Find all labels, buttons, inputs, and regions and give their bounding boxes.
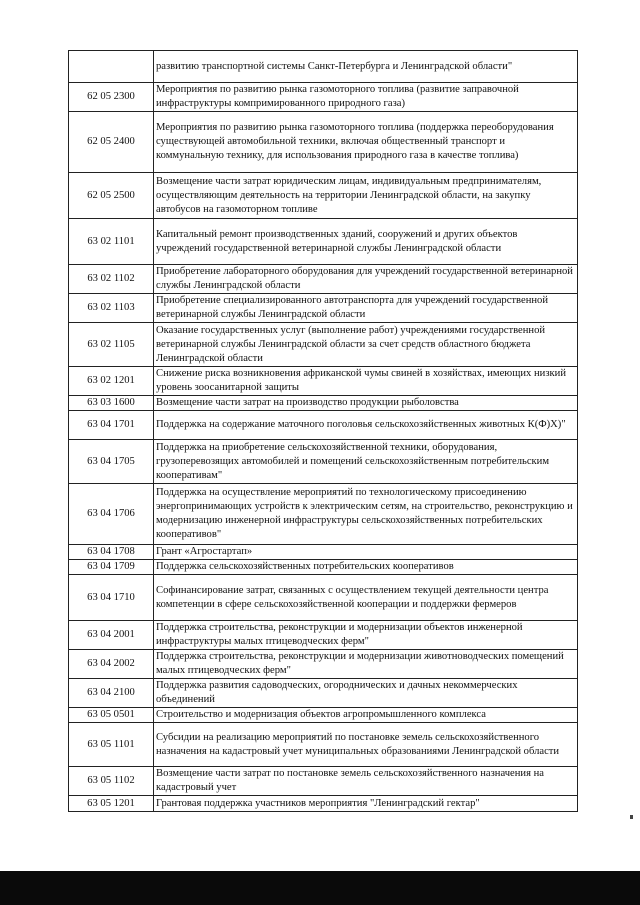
description-cell: Поддержка строительства, реконструкции и модернизации животноводческих помещений малых птицеводческих ферм" (154, 650, 578, 679)
table-row (69, 323, 578, 367)
code-cell: 63 05 1101 (69, 723, 154, 767)
table-row (69, 723, 578, 767)
code-cell: 63 04 1709 (69, 560, 154, 575)
table-row (69, 796, 578, 812)
table-row (69, 173, 578, 219)
budget-codes-table (68, 50, 578, 812)
description-cell: Субсидии на реализацию мероприятий по постановке земель сельскохозяйственного назначения на кадастровый учет муниципальных образованиями Ленинградской области (154, 723, 578, 767)
code-cell: 63 04 1710 (69, 575, 154, 621)
table-row (69, 545, 578, 560)
description-cell: Поддержка сельскохозяйственных потребительских кооперативов (154, 560, 578, 575)
table-row (69, 219, 578, 265)
table-row (69, 575, 578, 621)
code-cell: 63 02 1101 (69, 219, 154, 265)
table-row (69, 411, 578, 440)
code-cell: 63 04 1701 (69, 411, 154, 440)
description-cell: Капитальный ремонт производственных зданий, сооружений и других объектов учреждений государственной ветеринарной службы Ленинградской области (154, 219, 578, 265)
code-cell: 63 03 1600 (69, 396, 154, 411)
table-row (69, 621, 578, 650)
description-cell: Грант «Агростартап» (154, 545, 578, 560)
description-cell: Возмещение части затрат юридическим лицам, индивидуальным предпринимателям, осуществляющим деятельность на территории Ленинградской области, на закупку автобусов на газомоторном топливе (154, 173, 578, 219)
description-cell: Поддержка на содержание маточного поголовья сельскохозяйственных животных К(Ф)Х)" (154, 411, 578, 440)
code-cell: 63 05 1201 (69, 796, 154, 812)
table-row (69, 265, 578, 294)
code-cell: 63 02 1103 (69, 294, 154, 323)
code-cell: 63 04 2001 (69, 621, 154, 650)
code-cell: 62 05 2500 (69, 173, 154, 219)
scan-bottom-edge (0, 871, 640, 905)
description-cell: Строительство и модернизация объектов агропромышленного комплекса (154, 708, 578, 723)
code-cell: 63 04 1708 (69, 545, 154, 560)
code-cell: 63 04 2002 (69, 650, 154, 679)
code-cell (69, 51, 154, 83)
table-row (69, 294, 578, 323)
description-cell: Приобретение специализированного автотранспорта для учреждений государственной ветеринарной службы Ленинградской области (154, 294, 578, 323)
description-cell: Возмещение части затрат на производство продукции рыболовства (154, 396, 578, 411)
description-cell: Поддержка развития садоводческих, огороднических и дачных некоммерческих объединений (154, 679, 578, 708)
description-cell: Софинансирование затрат, связанных с осуществлением текущей деятельности центра компетенции в сфере сельскохозяйственной кооперации и поддержки фермеров (154, 575, 578, 621)
description-cell: Снижение риска возникновения африканской чумы свиней в хозяйствах, имеющих низкий уровень зоосанитарной защиты (154, 367, 578, 396)
code-cell: 63 04 1705 (69, 440, 154, 484)
description-cell: Возмещение части затрат по постановке земель сельскохозяйственного назначения на кадастровый учет (154, 767, 578, 796)
table-row (69, 83, 578, 112)
scan-speck (630, 815, 633, 819)
code-cell: 63 04 1706 (69, 484, 154, 545)
table-row (69, 708, 578, 723)
code-cell: 63 02 1105 (69, 323, 154, 367)
description-cell: Грантовая поддержка участников мероприятия "Ленинградский гектар" (154, 796, 578, 812)
table-row (69, 767, 578, 796)
description-cell: Поддержка на приобретение сельскохозяйственной техники, оборудования, грузоперевозящих автомобилей и помещений сельскохозяйственным потребительским кооперативам" (154, 440, 578, 484)
description-cell: Поддержка строительства, реконструкции и модернизации объектов инженерной инфраструктуры малых птицеводческих ферм" (154, 621, 578, 650)
code-cell: 63 05 1102 (69, 767, 154, 796)
description-cell: Мероприятия по развитию рынка газомоторного топлива (развитие заправочной инфраструктуры компримированного природного газа) (154, 83, 578, 112)
table-row (69, 560, 578, 575)
table-row (69, 484, 578, 545)
table-row (69, 367, 578, 396)
table-row (69, 396, 578, 411)
table-row (69, 51, 578, 83)
code-cell: 63 04 2100 (69, 679, 154, 708)
code-cell: 63 05 0501 (69, 708, 154, 723)
table-row (69, 112, 578, 173)
description-cell: Мероприятия по развитию рынка газомоторного топлива (поддержка переоборудования существующей автомобильной техники, включая общественный транспорт и коммунальную технику, для использования природного газа в качестве топлива) (154, 112, 578, 173)
code-cell: 62 05 2300 (69, 83, 154, 112)
description-cell: Поддержка на осуществление мероприятий по технологическому присоединению энергопринимающих устройств к электрическим сетям, на строительство, реконструкцию и модернизацию инженерной инфраструктуры сельскохозяйственных потребительских кооперативов" (154, 484, 578, 545)
description-cell: Приобретение лабораторного оборудования для учреждений государственной ветеринарной службы Ленинградской области (154, 265, 578, 294)
code-cell: 62 05 2400 (69, 112, 154, 173)
code-cell: 63 02 1102 (69, 265, 154, 294)
table-row (69, 440, 578, 484)
code-cell: 63 02 1201 (69, 367, 154, 396)
table-row (69, 679, 578, 708)
description-cell: Оказание государственных услуг (выполнение работ) учреждениями государственной ветеринарной службы Ленинградской области за счет средств областного бюджета Ленинградской области (154, 323, 578, 367)
description-cell: развитию транспортной системы Санкт-Петербурга и Ленинградской области" (154, 51, 578, 83)
table-row (69, 650, 578, 679)
